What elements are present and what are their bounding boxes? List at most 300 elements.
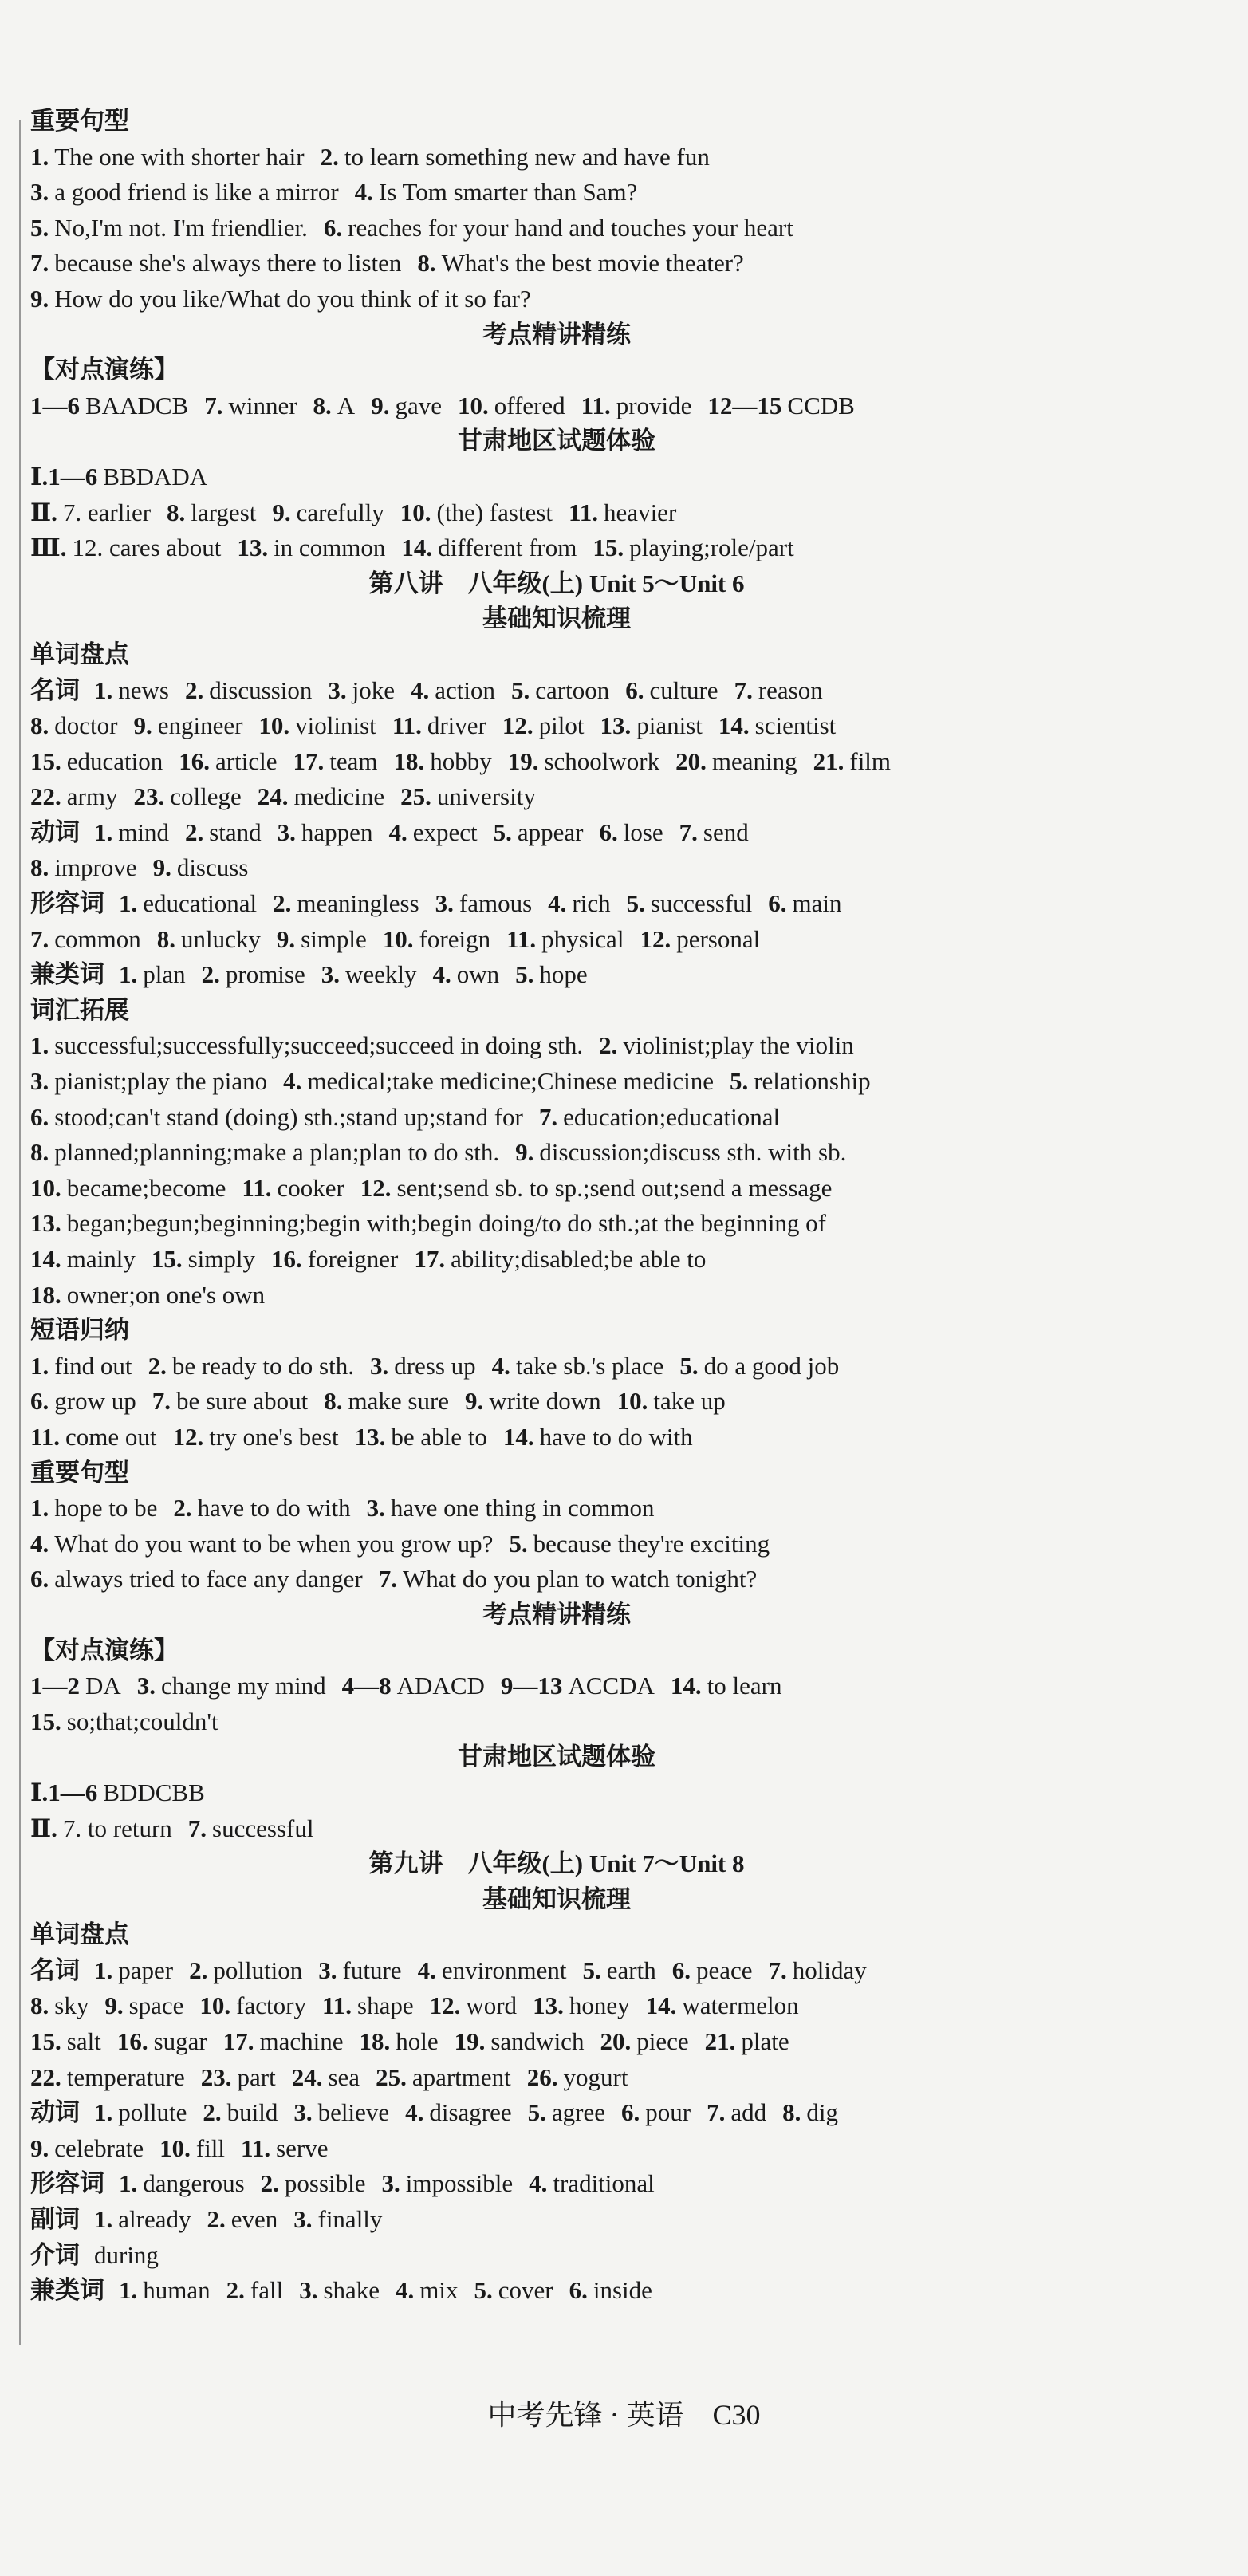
answer-line [30,495,1083,531]
item-answer: reason [758,676,823,704]
item-number: 3. [369,1351,389,1380]
item-number: 6. [323,213,343,242]
answer-item [433,960,500,988]
item-number: 5. [515,960,534,989]
answer-line [30,2273,1083,2309]
item-answer: discussion [209,676,313,704]
item-answer: a good friend is like a mirror [54,178,339,207]
answer-item [30,853,137,881]
item-answer: change my mind [161,1672,326,1700]
item-number: 6. [599,817,618,846]
word-class-label: 名词 [30,1956,80,1984]
item-number: 25. [376,2062,407,2091]
item-number: 10. [30,1173,61,1202]
word-class-label: 名词 [30,676,80,704]
answer-item [30,1991,89,2019]
answer-item [621,2098,691,2126]
item-answer: part [237,2062,276,2091]
answer-item [30,1031,583,1059]
answer-line [30,211,1083,246]
answer-item [30,178,339,206]
answer-item [679,818,749,846]
section-title: 甘肃地区试题体验 [458,1743,655,1771]
item-number: 3. [299,2276,318,2305]
answer-item [94,2205,191,2233]
item-number: 4. [548,889,567,918]
answer-item [293,747,377,775]
word-class-label: 介词 [30,2240,80,2269]
item-answer: grow up [54,1387,136,1416]
answer-item [675,747,797,775]
item-answer: pollution [213,1956,303,1984]
item-answer: hope to be [54,1494,158,1522]
item-answer: playing;role/part [629,534,794,562]
item-answer: cooker [277,1173,344,1202]
item-answer: because she's always there to listen [54,249,402,278]
answer-item [133,711,242,739]
item-number: 20. [675,746,707,775]
answer-item [30,1245,136,1273]
answer-item [396,2276,458,2304]
item-number: 11. [581,391,611,419]
answer-item [94,1956,173,1984]
answer-item [204,392,297,419]
item-answer: dress up [394,1351,476,1380]
answer-item [515,960,588,988]
item-answer: machine [259,2027,344,2056]
item-answer: hobby [430,746,492,775]
answer-item [207,2205,278,2233]
item-answer: have one thing in common [390,1494,655,1522]
answer-item [30,2134,144,2162]
answer-item [388,818,477,846]
item-answer: finally [317,2205,383,2234]
answer-item [30,1387,136,1415]
answer-line [30,2131,1083,2167]
item-number: 4. [30,1529,49,1558]
answer-item [370,1352,476,1380]
answer-item [293,2098,389,2126]
answer-item [600,2027,688,2055]
answer-line [30,140,1083,175]
item-answer: fill [195,2133,226,2162]
answer-item [30,1067,267,1095]
item-answer: yogurt [563,2062,628,2091]
item-number: 17. [293,746,325,775]
item-number: 9. [272,498,291,526]
item-number: 2. [173,1494,192,1522]
section-title: 基础知识梳理 [482,1885,631,1913]
answer-item [430,1991,517,2019]
item-answer: common [54,924,141,953]
item-number: 13. [354,1422,386,1451]
item-number: 12. [360,1173,392,1202]
answer-item [324,214,793,242]
answer-item [293,2205,382,2233]
item-number: 14. [670,1672,702,1700]
answer-item [185,818,262,846]
item-answer: college [170,782,242,811]
item-answer: joke [352,676,396,704]
answer-item [242,1174,344,1202]
item-answer: impossible [405,2169,514,2198]
item-number: 21. [813,746,844,775]
item-answer: article [215,746,278,775]
item-number: 1. [119,2276,138,2305]
answer-item [782,2098,838,2126]
item-answer: sent;send sb. to sp.;send out;send a message [396,1173,833,1202]
item-answer: honey [569,1991,630,2020]
page-footer: 中考先锋 · 英语 C30 [487,2399,761,2431]
item-answer: sandwich [490,2027,585,2056]
answer-item [539,1103,780,1131]
answer-line [30,1171,1083,1207]
answer-item [593,534,793,561]
answer-item [458,392,565,419]
answer-item [627,889,753,917]
item-answer: do a good job [703,1351,840,1380]
item-number: 1. [119,960,138,989]
item-number: 13. [30,1209,61,1238]
item-number: 8. [313,391,332,419]
item-answer: during [94,2240,159,2269]
item-answer: in common [274,534,386,562]
answer-item [30,498,151,526]
item-answer: violinist [295,711,376,740]
answer-item [528,2098,605,2126]
item-answer: cartoon [535,676,610,704]
answer-item [769,1956,867,1984]
item-number: 7. [204,391,223,419]
answer-item [30,782,117,810]
item-answer: film [849,746,892,775]
item-answer: add [730,2098,767,2127]
item-number: 2. [207,2205,226,2234]
item-answer: heavier [604,498,677,526]
item-number: 16. [116,2027,148,2056]
item-answer: word [466,1991,518,2020]
answer-item [30,534,221,561]
answer-item [258,711,376,739]
answer-item [400,782,536,810]
answer-line [30,2166,1083,2202]
section-heading: 重要句型 [30,107,129,135]
item-answer: became;become [66,1173,226,1202]
word-class-label: 动词 [30,2098,80,2127]
item-number: 12. [429,1991,461,2020]
item-number: 11. [241,2133,271,2162]
item-number: 5. [626,889,645,918]
answer-item [707,392,854,419]
item-answer: personal [676,924,761,953]
item-answer: foreigner [307,1245,399,1273]
answer-item [371,392,442,419]
item-answer: fall [250,2276,284,2305]
item-answer: so;that;couldn't [66,1707,218,1735]
answer-line [30,850,1083,886]
item-number: 16. [179,746,211,775]
answer-item [492,1352,664,1380]
item-number: 18. [393,746,425,775]
item-number: 2. [189,1956,208,1984]
answer-line [30,1242,1083,1278]
answer-line [30,282,1083,317]
item-number: 7. [187,1814,207,1842]
item-number: 21. [704,2027,736,2056]
answer-item [94,2098,187,2126]
answer-item [501,1672,655,1700]
item-number: 12. [172,1422,204,1451]
answer-item [515,1138,846,1166]
answer-item [324,1387,449,1415]
answer-item [173,1494,350,1522]
section-heading: 词汇拓展 [30,995,129,1024]
item-answer: simply [187,1245,256,1273]
item-answer: mind [118,817,169,846]
item-number: 3. [293,2098,313,2127]
item-answer: BAADCB [85,391,189,419]
answer-item [272,498,384,526]
item-number: 6. [671,1956,691,1984]
item-number: 5. [679,1351,699,1380]
item-number: 2. [226,2276,245,2305]
item-number: 6. [30,1387,49,1416]
answer-item [299,2276,380,2304]
item-number: 3. [366,1494,385,1522]
answer-line [30,1526,1083,1562]
item-number: 3. [293,2205,313,2234]
item-answer: already [118,2205,191,2234]
item-number: 1. [94,817,113,846]
item-answer: disagree [429,2098,512,2127]
item-number: 10. [400,498,431,526]
item-answer: always tried to face any danger [54,1565,363,1593]
item-answer: believe [317,2098,390,2127]
item-number: 2. [273,889,292,918]
section-title: 第九讲 八年级(上) Unit 7～Unit 8 [368,1849,745,1878]
item-number: 3. [328,676,347,704]
answer-item [153,853,249,881]
answer-item [376,2063,511,2091]
answer-item [237,534,385,561]
answer-line [30,1775,1083,1811]
item-answer: main [792,889,842,918]
item-answer: engineer [157,711,243,740]
item-answer: expect [412,817,478,846]
item-number: 4. [529,2169,548,2198]
item-answer: CCDB [787,391,855,419]
answer-item [400,498,553,526]
answer-item [405,2098,512,2126]
answer-item [278,818,373,846]
item-answer: temperature [66,2062,185,2091]
answer-item [30,1494,157,1522]
item-answer: violinist;play the violin [623,1031,854,1060]
answer-item [271,1245,398,1273]
item-answer: build [226,2098,278,2127]
item-answer: meaningless [297,889,419,918]
answer-item [465,1387,601,1415]
answer-item [392,711,486,739]
answer-item [569,498,676,526]
answer-item [359,2027,438,2055]
answer-item [30,1778,205,1806]
item-number: 7. [152,1387,171,1416]
answer-item [201,2063,276,2091]
answer-line [30,1064,1083,1100]
item-answer: A [337,391,356,419]
item-answer: 7. earlier [62,498,152,526]
item-number: 2. [599,1031,618,1060]
section-heading: 单词盘点 [30,640,129,668]
item-number: Ⅰ.1—6 [30,1778,98,1806]
answer-item [119,889,257,917]
item-number: 4. [417,1956,436,1984]
item-number: 1. [119,889,138,918]
answer-item [342,1672,485,1700]
item-number: 3. [277,817,296,846]
item-answer: shape [357,1991,414,2020]
word-class-label: 动词 [30,817,80,846]
item-number: 5. [527,2098,546,2127]
item-answer: pianist [636,711,703,740]
item-answer: carefully [296,498,384,526]
item-number: 7. [378,1565,397,1593]
answer-item [137,1672,326,1700]
item-answer: rich [572,889,611,918]
item-answer: even [230,2205,278,2234]
answer-item [718,711,836,739]
item-answer: take sb.'s place [515,1351,664,1380]
item-number: 6. [768,889,787,918]
item-number: 14. [401,534,433,562]
item-answer: relationship [754,1067,871,1096]
item-number: 9. [30,284,49,313]
item-number: 9. [104,1991,124,2020]
answer-item [455,2027,585,2055]
answer-item [119,2276,211,2304]
item-answer: celebrate [54,2133,144,2162]
answer-item [646,1991,799,2019]
word-class-label: 兼类词 [30,2276,104,2305]
answer-item [226,2276,284,2304]
item-answer: What's the best movie theater? [441,249,744,278]
item-number: 6. [569,2276,588,2305]
answer-key-page [30,104,1083,2309]
answer-item [223,2027,344,2055]
item-number: 9. [515,1138,534,1167]
answer-item [671,1672,782,1700]
item-answer: DA [85,1672,121,1700]
item-number: 19. [454,2027,486,2056]
answer-item [30,392,188,419]
item-number: 14. [502,1422,534,1451]
item-number: 15. [30,2027,61,2056]
answer-line [30,1135,1083,1171]
answer-item [273,889,419,917]
answer-line [30,1420,1083,1455]
answer-item [261,2169,366,2197]
answer-line [30,459,1083,495]
item-number: 9. [30,2133,49,2162]
item-number: 9. [276,924,296,953]
item-answer: have to do with [197,1494,351,1522]
item-number: 11. [506,924,537,953]
item-answer: discussion;discuss sth. with sb. [539,1138,847,1167]
item-answer: cover [498,2276,553,2305]
answer-line [30,1206,1083,1242]
answer-item [30,925,141,953]
item-number: 5. [30,213,49,242]
answer-item [508,747,659,775]
item-answer: own [456,960,500,989]
item-answer: BDDCBB [103,1778,205,1806]
item-answer: army [66,782,118,811]
item-answer: holiday [792,1956,867,1984]
item-answer: human [143,2276,211,2305]
item-answer: began;begun;beginning;begin with;begin doing/to do sth.;at the beginning of [66,1209,827,1238]
item-number: 4. [432,960,451,989]
answer-item [379,1565,757,1593]
item-number: 1. [30,1494,49,1522]
answer-item [768,889,841,917]
answer-item [119,2169,245,2197]
answer-item [569,2276,652,2304]
item-number: 2. [201,960,220,989]
item-number: 22. [30,2062,61,2091]
answer-item [30,1174,226,1202]
item-number: 18. [30,1280,61,1309]
answer-item [152,1245,255,1273]
answer-item [189,1956,302,1984]
answer-item [159,2134,225,2162]
answer-item [30,1707,218,1735]
answer-item [173,1423,339,1451]
item-number: Ⅲ. [30,534,67,562]
section-title: 甘肃地区试题体验 [458,427,655,455]
item-answer: foreign [419,924,491,953]
item-number: 10. [457,391,489,419]
answer-item [734,676,823,704]
item-number: 24. [291,2062,323,2091]
answer-item [117,2027,207,2055]
item-number: 15. [151,1245,183,1273]
item-answer: stand [209,817,262,846]
item-number: 26. [526,2062,558,2091]
answer-item [30,1352,132,1380]
item-number: 8. [782,2098,801,2127]
item-number: 7. [768,1956,787,1984]
item-answer: Is Tom smarter than Sam? [378,178,638,207]
item-answer: be ready to do sth. [171,1351,354,1380]
answer-item [730,1067,871,1095]
item-number: 5. [511,676,530,704]
item-number: 7. [734,676,753,704]
answer-line [30,530,1083,566]
item-answer: factory [236,1991,306,2020]
item-number: 11. [392,711,422,740]
answer-item [322,1991,414,2019]
answer-item [393,747,491,775]
section-heading: 单词盘点 [30,1920,129,1949]
answer-item [277,925,367,953]
item-answer: How do you like/What do you think of it so far? [54,284,531,313]
answer-line [30,388,1083,424]
answer-line [30,1811,1083,1847]
item-number: 13. [600,711,632,740]
answer-item [529,2169,655,2197]
item-number: 5. [582,1956,601,1984]
